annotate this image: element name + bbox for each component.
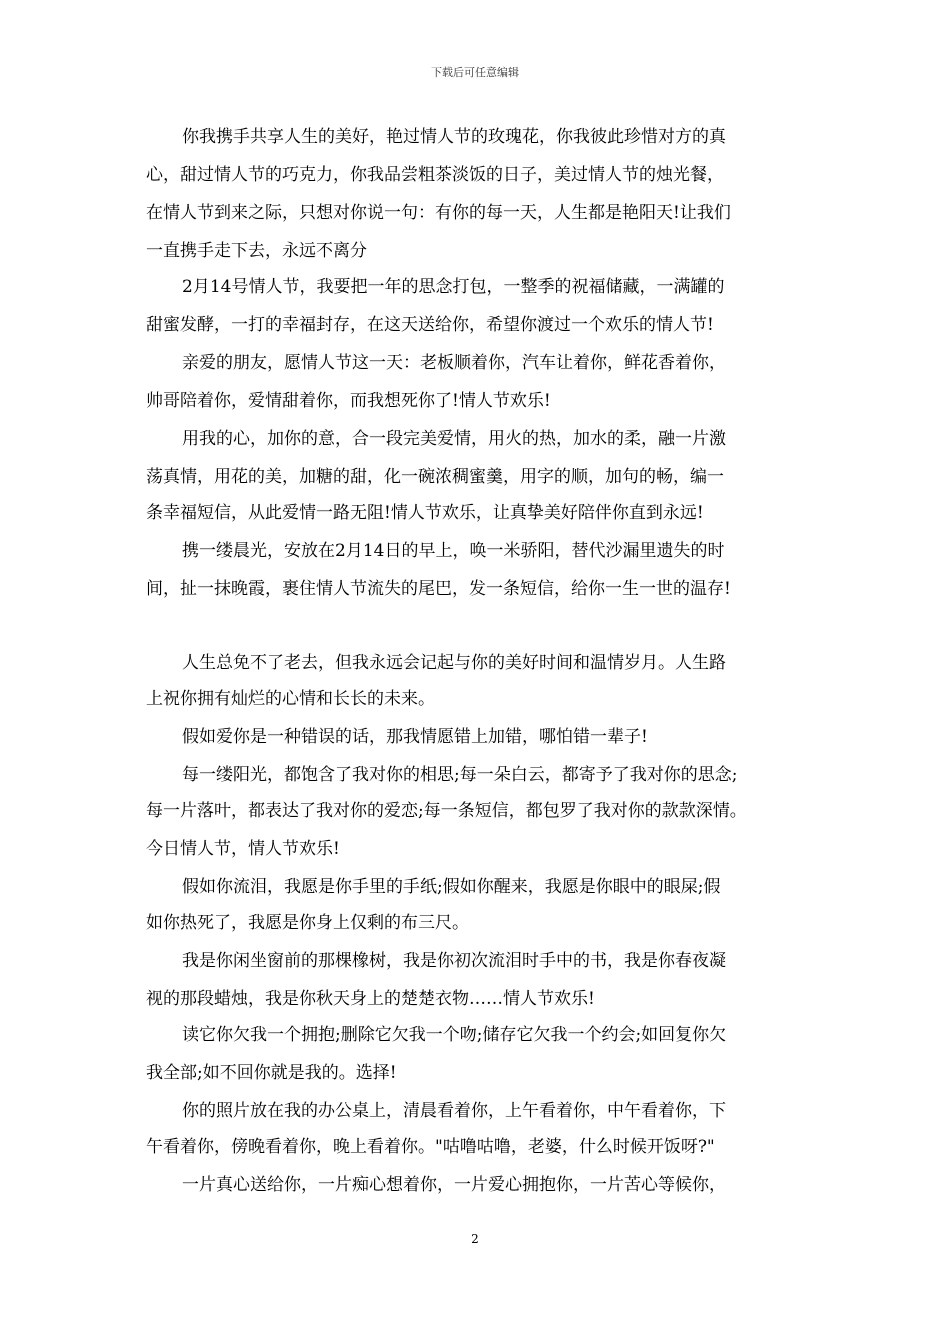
text-line: 每一片落叶，都表达了我对你的爱恋;每一条短信，都包罗了我对你的款款深情。 [146, 801, 747, 821]
text-line: 2月14号情人节，我要把一年的思念打包，一整季的祝福储藏，一满罐的 [182, 277, 725, 297]
text-line: 帅哥陪着你，爱情甜着你，而我想死你了!情人节欢乐! [146, 391, 551, 411]
text-line: 一片真心送给你，一片痴心想着你，一片爱心拥抱你，一片苦心等候你， [182, 1175, 726, 1195]
text-line: 条幸福短信，从此爱情一路无阻!情人节欢乐，让真挚美好陪伴你直到永远! [146, 503, 704, 523]
text-line: 亲爱的朋友，愿情人节这一天：老板顺着你，汽车让着你，鲜花香着你， [182, 353, 726, 373]
text-line: 用我的心，加你的意，合一段完美爱情，用火的热，加水的柔，融一片激 [182, 429, 726, 449]
text-line: 假如爱你是一种错误的话，那我情愿错上加错，哪怕错一辈子! [182, 727, 648, 747]
text-line: 携一缕晨光，安放在2月14日的早上，唤一米骄阳，替代沙漏里遗失的时 [182, 541, 725, 561]
text-line: 人生总免不了老去，但我永远会记起与你的美好时间和温情岁月。人生路 [182, 653, 726, 673]
text-line: 荡真情，用花的美，加糖的甜，化一碗浓稠蜜羹，用字的顺，加句的畅，编一 [146, 467, 724, 487]
text-line: 我全部;如不回你就是我的。选择! [146, 1063, 397, 1083]
text-line: 如你热死了，我愿是你身上仅剩的布三尺。 [146, 913, 469, 933]
text-line: 甜蜜发酵，一打的幸福封存，在这天送给你，希望你渡过一个欢乐的情人节! [146, 315, 714, 335]
text-line: 上祝你拥有灿烂的心情和长长的未来。 [146, 689, 435, 709]
page-number: 2 [471, 1232, 479, 1246]
page-header: 下载后可任意编辑 [431, 66, 519, 79]
text-line: 今日情人节，情人节欢乐! [146, 839, 340, 859]
text-line: 午看着你，傍晚看着你，晚上看着你。"咕噜咕噜，老婆，什么时候开饭呀?" [146, 1137, 715, 1157]
text-line: 一直携手走下去，永远不离分 [146, 241, 367, 261]
text-line: 读它你欠我一个拥抱;删除它欠我一个吻;储存它欠我一个约会;如回复你欠 [182, 1025, 727, 1045]
text-line: 你我携手共享人生的美好，艳过情人节的玫瑰花，你我彼此珍惜对方的真 [182, 127, 726, 147]
text-line: 假如你流泪，我愿是你手里的手纸;假如你醒来，我愿是你眼中的眼屎;假 [182, 877, 721, 897]
text-line: 我是你闲坐窗前的那棵橡树，我是你初次流泪时手中的书，我是你春夜凝 [182, 951, 726, 971]
text-line: 每一缕阳光，都饱含了我对你的相思;每一朵白云，都寄予了我对你的思念; [182, 765, 738, 785]
text-line: 你的照片放在我的办公桌上，清晨看着你，上午看着你，中午看着你，下 [182, 1101, 726, 1121]
text-line: 心，甜过情人节的巧克力，你我品尝粗茶淡饭的日子，美过情人节的烛光餐， [146, 165, 724, 185]
text-line: 间，扯一抹晚霞，裹住情人节流失的尾巴，发一条短信，给你一生一世的温存! [146, 579, 731, 599]
text-line: 视的那段蜡烛，我是你秋天身上的楚楚衣物……情人节欢乐! [146, 989, 595, 1009]
text-line: 在情人节到来之际，只想对你说一句：有你的每一天，人生都是艳阳天!让我们 [146, 203, 731, 223]
